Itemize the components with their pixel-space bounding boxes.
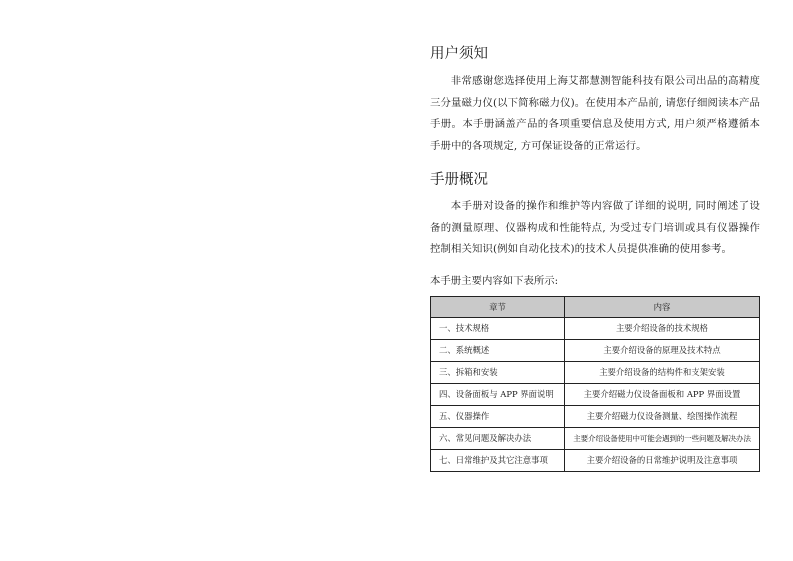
row-chapter: 三、拆箱和安装 (431, 361, 565, 383)
row-content: 主要介绍设备的日常维护说明及注意事项 (565, 449, 760, 471)
row-chapter: 七、日常维护及其它注意事项 (431, 449, 565, 471)
table-row (431, 383, 760, 405)
contents-table (430, 296, 760, 472)
row-content: 主要介绍设备使用中可能会遇到的一些问题及解决办法 (565, 427, 760, 449)
table-row (431, 317, 760, 339)
row-content: 主要介绍设备的原理及技术特点 (565, 339, 760, 361)
table-row (431, 449, 760, 471)
row-chapter: 五、仪器操作 (431, 405, 565, 427)
row-content: 主要介绍设备的结构件和支架安装 (565, 361, 760, 383)
row-chapter: 二、系统概述 (431, 339, 565, 361)
header-chapter: 章节 (431, 296, 565, 317)
row-chapter: 六、常见问题及解决办法 (431, 427, 565, 449)
section-title-user-notice: 用户须知 (430, 46, 488, 62)
manual-overview-paragraph: 本手册对设备的操作和维护等内容做了详细的说明, 同时阐述了设备的测量原理、仪器构成和性能特点, 为受过专门培训或具有仪器操作控制相关知识(例如自动化技术)的技术人员提供准确的使用参考。 (430, 200, 760, 255)
row-chapter: 四、设备面板与 APP 界面说明 (431, 383, 565, 405)
section-title-manual-overview: 手册概况 (430, 172, 488, 188)
user-notice-paragraph: 非常感谢您选择使用上海艾都慧测智能科技有限公司出品的高精度三分量磁力仪(以下简称磁力仪)。在使用本产品前, 请您仔细阅读本产品手册。本手册涵盖产品的各项重要信息及使用方式, 用户须严格遵循本手册中的各项规定, 方可保证设备的正常运行。 (430, 75, 760, 152)
row-content: 主要介绍磁力仪设备面板和 APP 界面设置 (565, 383, 760, 405)
row-content: 主要介绍设备的技术规格 (565, 317, 760, 339)
header-content: 内容 (565, 296, 760, 317)
row-content: 主要介绍磁力仪设备测量、绘图操作流程 (565, 405, 760, 427)
table-row (431, 427, 760, 449)
table-intro-text: 本手册主要内容如下表所示: (430, 274, 559, 287)
table-header-row (431, 296, 760, 317)
row-chapter: 一、技术规格 (431, 317, 565, 339)
table-row (431, 339, 760, 361)
table-row (431, 405, 760, 427)
manual-page (430, 44, 760, 472)
table-row (431, 361, 760, 383)
